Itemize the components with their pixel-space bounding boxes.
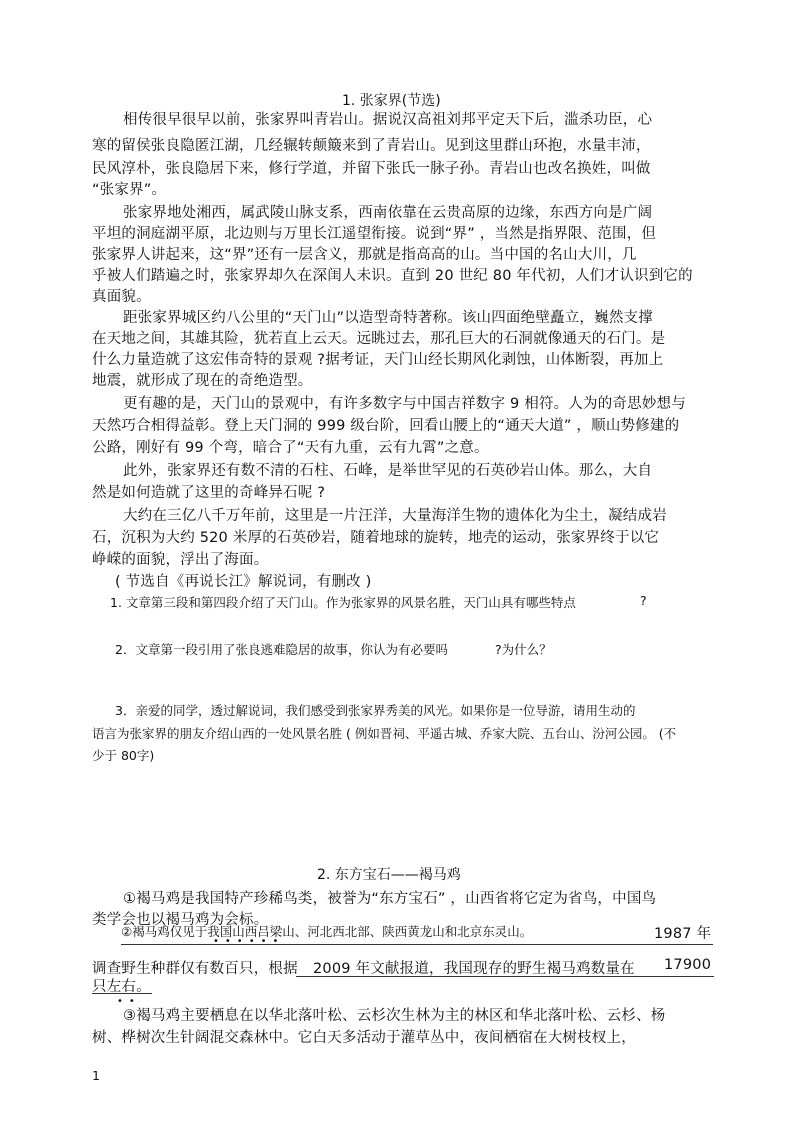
s1-p4-line1: 更有趣的是，天门山的景观中，有许多数字与中国吉祥数字 9 相符。人为的奇思妙想与 — [123, 396, 686, 412]
s1-p1-line2: 寒的留侯张良隐匿江湖，几经辗转颠簸来到了青岩山。见到这里群山环抱，水量丰沛， — [92, 138, 651, 154]
s1-p4-line2: 天然巧合相得益彰。登上天门洞的 999 级台阶，回看山腰上的“通天大道” ，顺山势修建的 — [92, 418, 680, 434]
section2-title: 2. 东方宝石——褐马鸡 — [317, 867, 461, 883]
s1-p6-line2: 石，沉积为大约 520 米厚的石英砂岩，随着地球的旋转，地壳的运动，张家界终于以它 — [92, 530, 660, 546]
question-3-line3: 少于 80字) — [92, 748, 155, 763]
question-2: 2．文章第一段引用了张良逃难隐居的故事，你认为有必要吗 — [115, 642, 448, 657]
s2-p2-line2c: 17900 — [664, 957, 712, 973]
s1-p3-line2: 在天地之间，其雄其险，犹若直上云天。远眺过去，那孔巨大的石洞就像通天的石门。是 — [92, 331, 666, 347]
s1-p2-line4: 乎被人们踏遍之时，张家界却久在深闺人未识。直到 20 世纪 80 年代初，人们才认识到它的 — [92, 268, 693, 284]
s2-p2-line1: ②褐马鸡仅见于我国山西吕梁山、河北西北部、陕西黄龙山和北京东灵山。 — [121, 924, 533, 939]
s1-p2-line3: 张家界人讲起来，这“界”还有一层含义，那就是指高高的山。当中国的名山大川，几 — [92, 247, 637, 263]
s1-source-note: ( 节选自《再说长江》解说词，有删改 ) — [115, 574, 372, 590]
s1-p2-line2: 平坦的洞庭湖平原，北边则与万里长江遥望衔接。说到“界” ，当然是指界限、范围，但 — [92, 226, 657, 242]
s1-p3-line1: 距张家界城区约八公里的“天门山”以造型奇特著称。该山四面绝壁矗立，巍然支撑 — [123, 310, 653, 326]
s1-p5-line2: 然是如何造就了这里的奇峰异石呢 ? — [92, 485, 326, 501]
page-number: 1 — [92, 1068, 100, 1083]
s2-p2-line2b: 2009 年文献报道，我国现存的野生褐马鸡数量在 — [313, 961, 635, 977]
s2-p3-line1: ③褐马鸡主要栖息在以华北落叶松、云杉次生林为主的林区和华北落叶松、云杉、杨 — [123, 1008, 666, 1024]
s2-p1-line1: ①褐马鸡是我国特产珍稀鸟类，被誉为“东方宝石” ，山西省将它定为省鸟，中国鸟 — [123, 891, 657, 907]
s2-p2-year: 1987 年 — [654, 926, 712, 942]
s1-p2-line1: 张家界地处湘西，属武陵山脉支系，西南依靠在云贵高原的边缘，东西方向是广阔 — [123, 205, 653, 221]
s2-p1-line2: 类学会也以褐马鸡为会标。 — [92, 912, 269, 928]
s2-p2-line2a: 调查野生种群仅有数百只，根据 — [92, 961, 298, 977]
question-1: 1. 文章第三段和第四段介绍了天门山。作为张家界的风景名胜，天门山具有哪些特点 — [110, 595, 576, 610]
s1-p1-line4: “张家界”。 — [92, 182, 167, 198]
s1-p2-line5: 真面貌。 — [92, 289, 151, 305]
s2-p3-line2: 树、桦树次生针阔混交森林中。它白天多活动于灌草丛中，夜间栖宿在大树枝杈上， — [92, 1030, 636, 1046]
s1-p3-line4: 地震，就形成了现在的奇绝造型。 — [92, 373, 313, 389]
s1-p3-line3: 什么力量造就了这宏伟奇特的景观 ?据考证，天门山经长期风化剥蚀，山体断裂，再加上 — [92, 352, 664, 368]
s1-p1-line3: 民风淳朴，张良隐居下来，修行学道，并留下张氏一脉子孙。青岩山也改名换姓，叫做 — [92, 161, 651, 177]
section1-title: 1. 张家界(节选) — [342, 93, 441, 109]
s1-p6-line3: 峥嵘的面貌，浮出了海面。 — [92, 552, 269, 568]
s2-p2-line3: 只左右。 — [92, 979, 151, 995]
question-3-line1: 3．亲爱的同学，透过解说词，我们感受到张家界秀美的风光。如果你是一位导游，请用生动的 — [115, 703, 636, 718]
s1-p6-line1: 大约在三亿八千万年前，这里是一片汪洋，大量海洋生物的遗体化为尘土，凝结成岩 — [123, 508, 667, 524]
underline-3 — [92, 993, 152, 994]
underline-2 — [296, 976, 714, 977]
emphasis-dots: •••••• — [213, 936, 285, 947]
underline-1 — [121, 944, 713, 945]
s1-p4-line3: 公路，刚好有 99 个弯，暗合了“天有九重，云有九霄”之意。 — [92, 440, 489, 456]
question-3-line2: 语言为张家界的朋友介绍山西的一处风景名胜 ( 例如晋祠、平遥古城、乔家大院、五台山、汾河公园。 (不 — [92, 726, 677, 741]
question-1-mark: ? — [640, 593, 647, 608]
s1-p5-line1: 此外，张家界还有数不清的石柱、石峰，是举世罕见的石英砂岩山体。那么，大自 — [123, 463, 653, 479]
emphasis-dots-2: •• — [117, 996, 141, 1007]
question-2-mark: ?为什么？ — [495, 642, 552, 657]
s1-p1-line1: 相传很早很早以前，张家界叫青岩山。据说汉高祖刘邦平定天下后，滥杀功臣，心 — [123, 112, 653, 128]
